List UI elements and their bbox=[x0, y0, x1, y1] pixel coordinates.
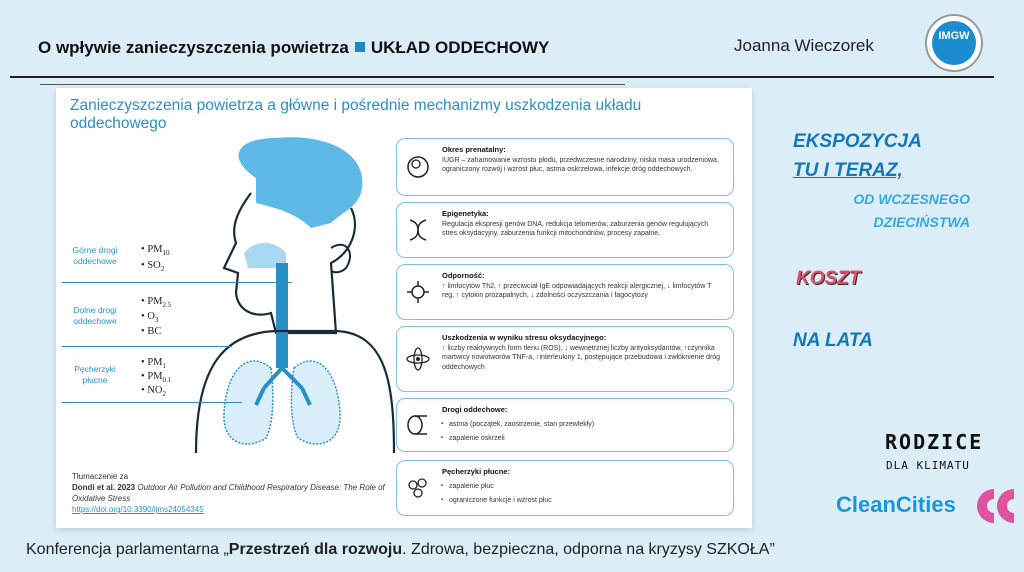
box-body: Regulacja ekspresji genów DNA, redukcja telomerów, zaburzenia genów regulujących stres oksydacyjny, zaburzenia funkcji mitochondriów, procesy zapalne. bbox=[442, 221, 709, 238]
region-label-lower: Dolne drogi oddechowe bbox=[73, 305, 117, 326]
footer-pre: Konferencja parlamentarna „ bbox=[26, 541, 229, 558]
pollutant-no2: • $NO_2$ bbox=[141, 385, 166, 399]
alveoli-icon bbox=[405, 475, 431, 501]
side-tu-i-teraz: TU I TERAZ, bbox=[793, 160, 903, 181]
mechanism-box-alveoli bbox=[396, 460, 734, 516]
region-line-alveoli bbox=[62, 402, 242, 403]
cleancities-logo: CleanCities bbox=[836, 492, 956, 517]
pollutant-pm1: • $PM_1$ bbox=[141, 357, 166, 371]
pollutant-sub: 2 bbox=[160, 265, 165, 274]
pollutant-sub: 10 bbox=[162, 249, 170, 258]
side-ekspozycja: EKSPOZYCJA bbox=[793, 131, 922, 152]
box-title: Epigenetyka: bbox=[442, 209, 489, 218]
box-list-item: ▪ zapalenie płuc bbox=[449, 483, 725, 490]
citation-body bbox=[72, 482, 402, 504]
box-list-item: ▪ ograniczone funkcje i wzrost płuc bbox=[449, 497, 725, 504]
cleancities-mark-icon bbox=[974, 487, 1016, 525]
side-koszt: KOSZT bbox=[796, 268, 861, 289]
footer-post: . Zdrowa, bezpieczna, odporna na kryzysy SZKOŁA” bbox=[402, 541, 775, 558]
region-label-upper: Górne drogi oddechowe bbox=[72, 245, 118, 266]
slide-title: Zanieczyszczenia powietrza a główne i pośrednie mechanizmy uszkodzenia układu oddechowego bbox=[70, 97, 642, 132]
citation-authors: Dondi et al. 2023 bbox=[72, 483, 136, 492]
pollutant-o3: • $O_3$ bbox=[141, 311, 159, 325]
pollutant-pm10: • $PM_{10}$ bbox=[141, 244, 170, 258]
pollutant-base: O bbox=[147, 311, 155, 322]
mechanism-box-oxidative bbox=[396, 326, 734, 392]
pollutant-sub: 3 bbox=[154, 316, 159, 325]
imgw-logo-text: IMGW bbox=[932, 21, 976, 65]
pollutant-pm01: • $PM_{0.1}$ bbox=[141, 371, 172, 385]
ear-outline bbox=[331, 245, 350, 272]
dna-icon bbox=[405, 217, 431, 243]
pollutant-sub: 0.1 bbox=[162, 376, 172, 385]
box-list-item: ▪ zapalenie oskrzeli bbox=[449, 435, 725, 442]
pollutant-base: SO bbox=[147, 260, 161, 271]
pollutant-sub: 1 bbox=[162, 362, 166, 371]
box-body: ↑ liczby reaktywnych form tlenu (ROS), ↓ wewnętrznej liczby antyoksydantów, ↑czynnika martwicy nowotworów TNF-a, ↑interleukiny 1, postępujące przebudowa i zwłóknienie dróg oddechowych bbox=[442, 345, 721, 371]
pollutant-base: PM bbox=[147, 371, 163, 382]
title-part2: UKŁAD ODDECHOWY bbox=[370, 38, 550, 57]
box-title: Drogi oddechowe: bbox=[442, 405, 508, 414]
pollutant-base: BC bbox=[147, 326, 162, 337]
box-body: ↑ limfocytów Th2, ↑ przeciwciał IgE odpowiadających reakcji alergicznej, ↓ limfocytów T reg, ↑ cytokin prozapalnych, ↓ zdolności oczyszczania i fagocytozy bbox=[442, 283, 712, 300]
pollutant-sub: 2 bbox=[162, 390, 166, 399]
region-line-upper bbox=[62, 282, 292, 283]
pollutant-pm25: • $PM_{2.5}$ bbox=[141, 296, 172, 310]
citation-work: Outdoor Air Pollution and Childhood Respiratory Disease: The Role of Oxidative Stress bbox=[72, 483, 385, 503]
fetus-icon bbox=[405, 154, 431, 180]
author-name: Joanna Wieczorek bbox=[734, 36, 874, 55]
box-title: Okres prenatalny: bbox=[442, 145, 506, 154]
header-subdivider bbox=[40, 84, 625, 85]
mechanism-box-airways bbox=[396, 398, 734, 452]
side-na-lata: NA LATA bbox=[793, 330, 873, 351]
region-line-lower bbox=[62, 346, 232, 347]
trachea-shape bbox=[276, 263, 288, 368]
box-title: Odporność: bbox=[442, 271, 485, 280]
side-od-wczesnego: OD WCZESNEGO bbox=[853, 191, 970, 207]
square-bullet-icon bbox=[355, 42, 365, 52]
pollutant-base: NO bbox=[147, 385, 163, 396]
citation-intro: Tłumaczenie za bbox=[72, 472, 129, 481]
source-citation bbox=[72, 471, 402, 515]
imgw-logo bbox=[925, 14, 983, 72]
rodzice-logo-subtitle: DLA KLIMATU bbox=[886, 459, 970, 472]
box-title: Uszkodzenia w wyniku stresu oksydacyjnego: bbox=[442, 333, 607, 342]
box-body: IUGR – zahamowanie wzrostu płodu, przedwczesne narodziny, niska masa urodzeniowa, ograniczony rozwój i wzrost płuc, astma oskrzelowa, infekcje dróg oddechowych. bbox=[442, 157, 719, 174]
pollutant-so2: • $SO_2$ bbox=[141, 260, 165, 274]
title-part1: O wpływie zanieczyszczenia powietrza bbox=[38, 38, 349, 57]
pollutant-sub: 2.5 bbox=[162, 301, 172, 310]
page-title bbox=[38, 38, 549, 58]
footer-bold: Przestrzeń dla rozwoju bbox=[228, 541, 403, 558]
header-divider bbox=[10, 76, 994, 78]
right-lung bbox=[291, 361, 340, 444]
pollutant-base: PM bbox=[147, 244, 163, 255]
region-label-alveoli: Pęcherzyki płucne bbox=[74, 364, 116, 385]
side-dziecinstwa: DZIECIŃSTWA bbox=[873, 214, 970, 230]
pollutant-base: PM bbox=[147, 357, 163, 368]
hair-shape bbox=[239, 137, 363, 228]
rodzice-logo: RODZICE bbox=[885, 430, 984, 454]
pollutant-bc: • BC bbox=[141, 326, 162, 337]
pollutant-base: PM bbox=[147, 296, 163, 307]
mechanism-box-prenatal bbox=[396, 138, 734, 196]
airway-icon bbox=[405, 412, 431, 438]
box-title: Pęcherzyki płucne: bbox=[442, 467, 510, 476]
box-list-item: ▪ astma (początek, zaostrzenie, stan przewlekły) bbox=[449, 421, 725, 428]
atom-icon bbox=[405, 346, 431, 372]
immune-icon bbox=[405, 279, 431, 305]
doi-link[interactable]: https://doi.org/10.3390/ijms24054345 bbox=[72, 505, 204, 514]
respiratory-illustration bbox=[136, 133, 396, 463]
mechanism-box-immunity bbox=[396, 264, 734, 320]
conference-footer bbox=[26, 541, 775, 559]
infographic-slide bbox=[56, 88, 752, 528]
mechanism-box-epigenetics bbox=[396, 202, 734, 258]
